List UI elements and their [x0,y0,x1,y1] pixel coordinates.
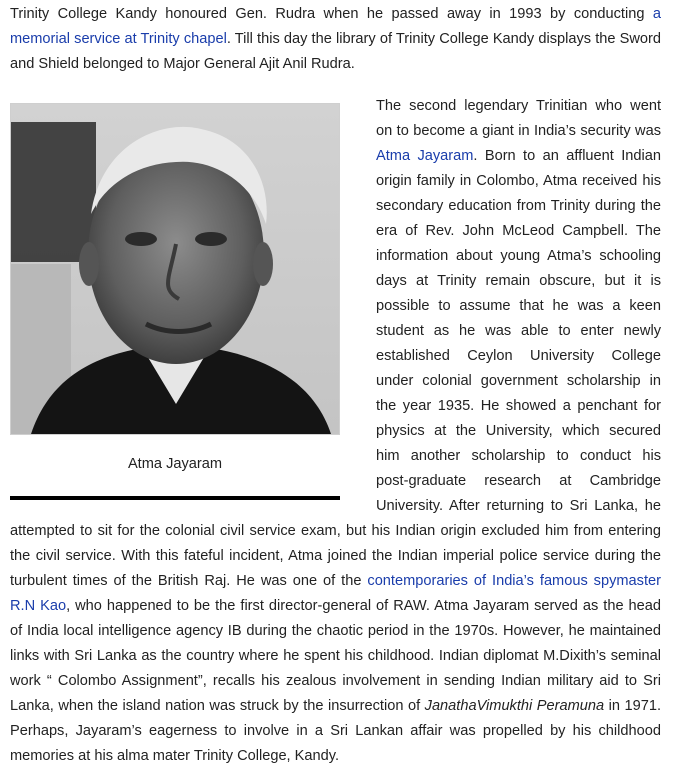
atma-jayaram-link[interactable]: Atma Jayaram [376,148,474,164]
paragraph-text: The second legendary Trinitian who went on to become a giant in India’s security was [376,98,661,139]
paragraph-text: in 1971. Perhaps, Jayaram’s eagerness to involve in a Sri Lankan affair was propelled by his childhood memories at his alma mater Trinity College, Kandy. [10,698,661,764]
figure-atma-jayaram [10,94,340,500]
paragraph-text: Trinity College Kandy honoured Gen. Rudra when he passed away in 1993 by conducting [10,6,653,22]
paragraph-text: , who happened to be the first director-general of RAW. Atma Jayaram served as the head of India local intelligence agency IB during the chaotic period in the 1970s. However, he maintained links with Sri Lanka as the country where he spent his childhood. Indian diplomat M.Dixith’s seminal work “ Colombo Assignment”, recalls his zealous involvement in sending Indian military aid to Sri Lanka, when the island nation was struck by the insurrection of [10,598,661,714]
jvp-italic: JanathaVimukthi Peramuna [424,698,605,714]
paragraph-text: . Till this day the library of Trinity College Kandy displays the Sword and Shield belonged to Major General Ajit Anil Rudra. [10,31,661,72]
figure-caption: Atma Jayaram [127,456,223,472]
paragraph-rudra [10,2,661,77]
paragraph-text: . Born to an affluent Indian origin family in Colombo, Atma received his secondary education from Trinity during the era of Rev. John McLeod Campbell. The information about young Atma’s schooling days at Trinity remain obscure, but it is possible to assume that he was a keen student as he was able to enter newly established Ceylon University College under colonial government scholarship in the year 1935. He showed a penchant for physics at the University, which secured him another scholarship to conduct his post-graduate research at Cambridge University. After returning to Sri Lanka, he attempted to sit for the colonial civil service exam, but his Indian origin excluded him from entering the civil service. With this fateful incident, Atma joined the Indian imperial police service during the turbulent times of the British Raj. He was one of the [10,148,661,589]
caption-divider [10,496,340,500]
portrait-illustration [11,104,339,434]
memorial-service-link[interactable]: a memorial service at Trinity chapel [10,6,661,47]
portrait-photo [10,103,340,435]
spymaster-link[interactable]: contemporaries of India’s famous spymaster R.N Kao [10,573,661,614]
